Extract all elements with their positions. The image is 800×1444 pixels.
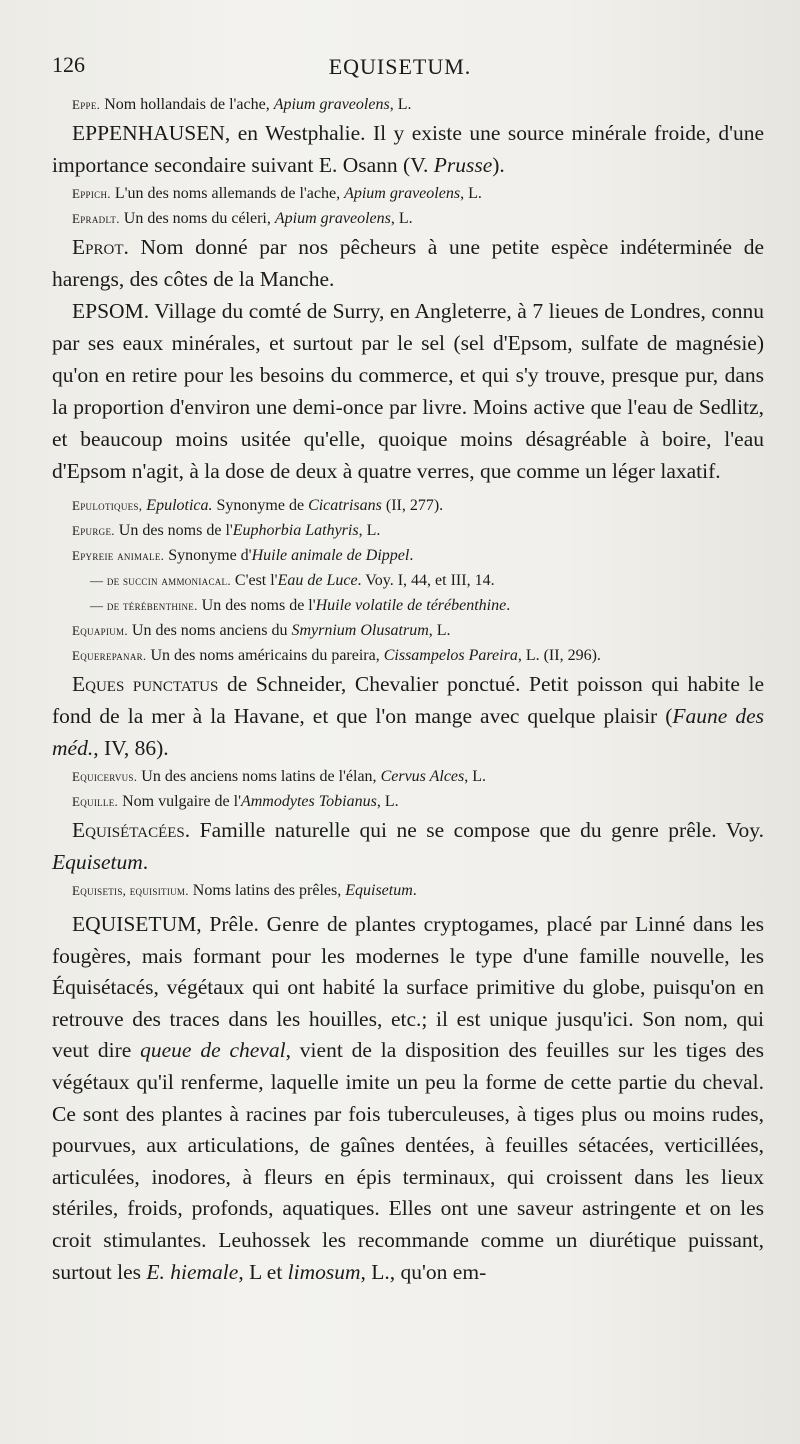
- entry-equisetum: [52, 909, 764, 1288]
- entry-tail: , L.: [358, 522, 381, 539]
- entry-term: — de succin ammoniacal.: [90, 573, 231, 588]
- entry-italic: Ammodytes Tobianus: [240, 793, 377, 810]
- entry-text: , Prêle. Genre de plantes cryptogames, placé par Linné dans les fougères, mais formant pour les modernes le type d'une famille nouvelle, les Équisétacés, végétaux qui ont habité la surface primitive du globe, puisqu'on en retrouve des traces dans les houilles, etc.; il est unique jusqu'ici. Son nom, qui veut dire: [52, 912, 764, 1063]
- entry-term: Equille.: [72, 794, 119, 809]
- entry-tail: , L.: [389, 96, 412, 113]
- entry-tail: , L et: [238, 1259, 288, 1284]
- entry-tail: , IV, 86).: [93, 736, 169, 760]
- entry-text: Un des anciens noms latins de l'élan,: [137, 768, 381, 785]
- entry-text: Nom vulgaire de l': [118, 793, 241, 810]
- entry-italic: Apium graveolens: [273, 96, 390, 113]
- entry-italic: Epulotica.: [142, 497, 213, 514]
- entry-epyreie: [52, 544, 764, 568]
- entry-tail: .: [506, 597, 511, 614]
- entry-tail: , L.: [460, 185, 482, 202]
- entry-italic: Huile animale de Dippel: [251, 547, 410, 564]
- entry-term: Equisétacées.: [72, 818, 191, 842]
- entry-tail: (II, 277).: [381, 497, 444, 514]
- entry-term: EPSOM.: [72, 299, 150, 323]
- entry-equille: [52, 790, 764, 814]
- entry-equicervus: [52, 765, 764, 789]
- entry-term: Epulotiques,: [72, 498, 143, 513]
- entry-term: Epyreie animale.: [72, 548, 165, 563]
- entry-tail: , vient de la disposition des feuilles sur les tiges des végétaux qu'il renferme, laquelle imite un peu la forme de cette partie du cheval. Ce sont des plantes à racines par fois tuberculeuses, à tiges plus ou moins rudes, pourvues, aux articulations, de gaînes dentées, à feuilles sétacées, verticillées, articulées, inodores, à fleurs en épis terminaux, qui croissent dans les lieux stériles, froids, profonds, aquatiques. Elles ont une saveur astringente et on les croit stimulantes. Leuhossek les recommande comme un diurétique puissant, surtout les: [52, 1038, 764, 1284]
- entry-text: Famille naturelle qui ne se compose que du genre prêle. Voy.: [190, 818, 764, 842]
- page-number: 126: [52, 52, 85, 77]
- entry-epulotiques: [52, 494, 764, 518]
- entry-term: Epradlt.: [72, 211, 120, 226]
- entry-equisetis: [52, 879, 764, 903]
- entry-text: Village du comté de Surry, en Angleterre, à 7 lieues de Londres, connu par ses eaux minérales, et surtout par le sel (sel d'Epsom, sulfate de magnésie) qu'on en retire pour les besoins du commerce, et qui s'y trouve, presque pur, dans la proportion d'environ une demi-once par livre. Moins active que l'eau de Sedlitz, et beaucoup moins usitée qu'elle, quoique moins désagréable à boire, l'eau d'Epsom n'agit, à la dose de deux à quatre verres, que comme un léger laxatif.: [52, 299, 764, 483]
- entry-tail: .: [412, 882, 417, 899]
- entry-equapium: [52, 619, 764, 643]
- entry-text: Un des noms de l': [197, 597, 316, 614]
- entry-tail: ).: [492, 153, 505, 177]
- entry-italic: Eau de Luce: [277, 572, 358, 589]
- entry-tail: , L.: [376, 793, 399, 810]
- entry-tail: , L.: [428, 622, 451, 639]
- entry-eques-punctatus: [52, 668, 764, 764]
- entry-italic: queue de cheval: [140, 1038, 286, 1063]
- entry-term: Equerepanar.: [72, 648, 147, 663]
- entry-tail: .: [409, 547, 414, 564]
- entry-text: , en Westphalie. Il y existe une source minérale froide, d'une importance secondaire suivant E. Osann (V.: [52, 121, 764, 177]
- entry-italic: Apium graveolens: [344, 185, 461, 202]
- entry-epradlt: [52, 207, 764, 231]
- entry-italic: Cervus Alces: [380, 768, 465, 785]
- entry-text: C'est l': [230, 572, 278, 589]
- entry-equerepanar: [52, 644, 764, 668]
- entry-text: Un des noms du céleri,: [119, 210, 275, 227]
- entry-text: Un des noms de l': [114, 522, 233, 539]
- entry-text: de Schneider, Chevalier ponctué. Petit poisson qui habite le fond de la mer à la Havane, et que l'on mange avec quelque plaisir (: [52, 672, 764, 728]
- entry-text: Nom donné par nos pêcheurs à une petite espèce indéterminée de harengs, des côtes de la Manche.: [52, 235, 764, 291]
- entry-text: Synonyme de: [212, 497, 309, 514]
- entry-italic: Smyrnium Olusatrum: [291, 622, 429, 639]
- entry-tail: .: [142, 850, 149, 874]
- entry-tail: , L.: [390, 210, 413, 227]
- entry-terebenthine: [52, 594, 764, 618]
- entry-italic: Cicatrisans: [308, 497, 382, 514]
- entry-term: Eques punctatus: [72, 672, 219, 696]
- entry-italic: Equisetum: [52, 850, 143, 874]
- entry-text: Noms latins des prêles,: [188, 882, 346, 899]
- entry-term: Eppich.: [72, 186, 111, 201]
- entry-term: Equisetis, equisitium.: [72, 883, 189, 898]
- entry-italic: Cissampelos Pareira: [383, 647, 518, 664]
- entry-italic: limosum: [287, 1259, 361, 1284]
- entry-tail: , L. (II, 296).: [517, 647, 601, 664]
- entry-italic: Huile volatile de térébenthine: [315, 597, 507, 614]
- entry-eppich: [52, 182, 764, 206]
- entry-eppenhausen: [52, 117, 764, 181]
- entry-term: — de térébenthine.: [90, 598, 198, 613]
- entry-italic: Prusse: [433, 153, 493, 177]
- entry-eppe: [52, 93, 764, 117]
- entry-term: Eprot.: [72, 235, 129, 259]
- entry-term: Epurge.: [72, 523, 115, 538]
- entry-italic: E. hiemale: [146, 1259, 239, 1284]
- entry-term: Equicervus.: [72, 769, 138, 784]
- entry-tail: . Voy. I, 44, et III, 14.: [357, 572, 495, 589]
- entry-text: Nom hollandais de l'ache,: [100, 96, 274, 113]
- entry-equisetacees: [52, 814, 764, 878]
- entry-text: L'un des noms allemands de l'ache,: [110, 185, 345, 202]
- entry-term: EPPENHAUSEN: [72, 121, 225, 145]
- entry-italic: Apium graveolens: [274, 210, 391, 227]
- entry-succin: [52, 569, 764, 593]
- page-header: [52, 52, 764, 92]
- entry-term: Eppe.: [72, 97, 101, 112]
- running-title: EQUISETUM.: [328, 54, 472, 79]
- entry-italic: Equisetum: [345, 882, 413, 899]
- entry-tail: , L., qu'on em-: [360, 1259, 487, 1284]
- entry-epsom: [52, 295, 764, 487]
- entry-text: Synonyme d': [164, 547, 252, 564]
- entry-italic: Faune des méd.: [52, 704, 764, 760]
- entry-text: Un des noms anciens du: [127, 622, 292, 639]
- entry-text: Un des noms américains du pareira,: [146, 647, 384, 664]
- entry-term: Equapium.: [72, 623, 128, 638]
- entry-epurge: [52, 519, 764, 543]
- entry-eprot: [52, 231, 764, 295]
- entry-tail: , L.: [464, 768, 487, 785]
- entry-italic: Euphorbia Lathyris: [232, 522, 359, 539]
- entry-term: EQUISETUM: [72, 912, 197, 936]
